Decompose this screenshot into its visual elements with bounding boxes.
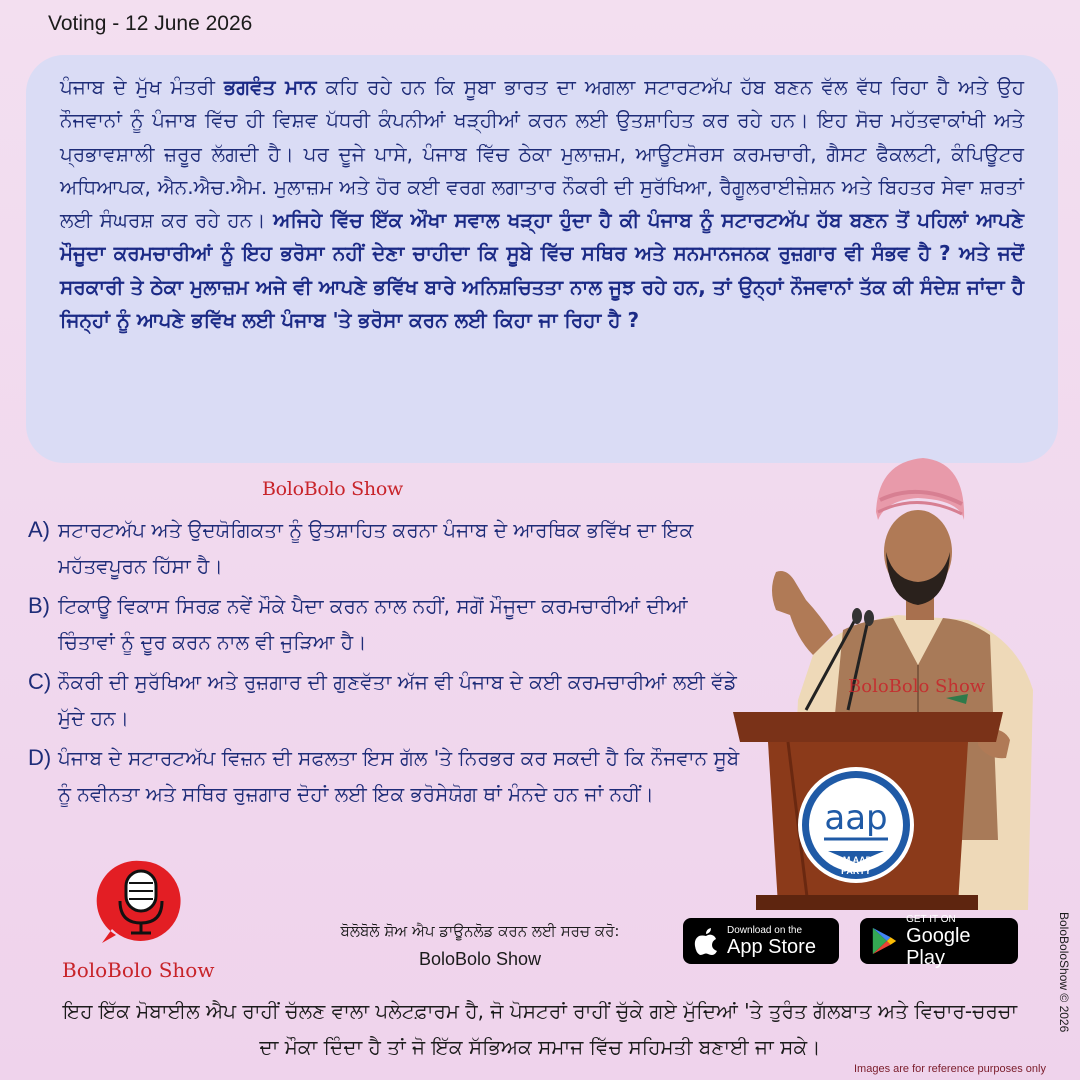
brand-logo-text: BoloBolo Show	[62, 958, 215, 982]
footer-description: ਇਹ ਇੱਕ ਮੋਬਾਈਲ ਐਪ ਰਾਹੀਂ ਚੱਲਣ ਵਾਲਾ ਪਲੇਟਫ਼ਾਰਮ ਹੈ, ਜੋ ਪੋਸਟਰਾਂ ਰਾਹੀਂ ਚੁੱਕੇ ਗਏ ਮੁੱਦਿਆਂ 'ਤੇ ਤੁਰੰਤ ਗੱਲਬਾਤ ਅਤੇ ਵਿਚਾਰ-ਚਰਚਾ ਦਾ ਮੌਕਾ ਦਿੰਦਾ ਹੈ ਤਾਂ ਜੋ ਇੱਕ ਸੱਭਿਅਕ ਸਮਾਜ ਵਿੱਚ ਸਹਿਮਤੀ ਬਣਾਈ ਜਾ ਸਕੇ।	[62, 999, 1018, 1059]
microphone-icon	[96, 857, 186, 947]
app-store-badge[interactable]: Download on the App Store	[683, 918, 839, 964]
download-label: ਬੋਲੋਬੋਲੋ ਸ਼ੋਅ ਐਪ ਡਾਊਨਲੋਡ ਕਰਨ ਲਈ ਸਰਚ ਕਰੋ:	[340, 922, 620, 940]
option-d[interactable]: D) ਪੰਜਾਬ ਦੇ ਸਟਾਰਟਅੱਪ ਵਿਜ਼ਨ ਦੀ ਸਫਲਤਾ ਇਸ ਗੱਲ 'ਤੇ ਨਿਰਭਰ ਕਰ ਸਕਦੀ ਹੈ ਕਿ ਨੌਜਵਾਨ ਸੂਬੇ ਨੂੰ ਨਵੀਨਤਾ ਅਤੇ ਸਥਿਰ ਰੁਜ਼ਗਾਰ ਦੋਹਾਂ ਲਈ ਇਕ ਭਰੋਸੇਯੋਗ ਥਾਂ ਮੰਨਦੇ ਹਨ ਜਾਂ ਨਹੀਂ।	[28, 745, 740, 806]
party-name-line2: PARTY	[841, 866, 871, 876]
reference-disclaimer: Images are for reference purposes only	[854, 1063, 1046, 1075]
options-list	[28, 512, 748, 816]
party-acronym: aap	[824, 798, 888, 838]
apple-icon	[693, 926, 719, 956]
speaker-illustration	[728, 440, 1048, 910]
party-name-line1: AAM AADMI	[829, 855, 883, 865]
option-c[interactable]: C) ਨੌਕਰੀ ਦੀ ਸੁਰੱਖਿਆ ਅਤੇ ਰੁਜ਼ਗਾਰ ਦੀ ਗੁਣਵੱਤਾ ਅੱਜ ਵੀ ਪੰਜਾਬ ਦੇ ਕਈ ਕਰਮਚਾਰੀਆਂ ਲਈ ਵੱਡੇ ਮੁੱਦੇ ਹਨ।	[28, 669, 737, 730]
brand-watermark: BoloBolo Show	[262, 478, 403, 500]
post-date: Voting - 12 June 2026	[48, 12, 253, 35]
google-play-badge[interactable]: GET IT ON Google Play	[860, 918, 1018, 964]
google-play-icon	[870, 925, 898, 957]
question-bold: ਅਜਿਹੇ ਵਿੱਚ ਇੱਕ ਔਖਾ ਸਵਾਲ ਖੜ੍ਹਾ ਹੁੰਦਾ ਹੈ ਕੀ ਪੰਜਾਬ ਨੂੰ ਸਟਾਰਟਅੱਪ ਹੱਬ ਬਣਨ ਤੋਂ ਪਹਿਲਾਂ ਆਪਣੇ ਮੌਜੂਦਾ ਕਰਮਚਾਰੀਆਂ ਨੂੰ ਇਹ ਭਰੋਸਾ ਨਹੀਂ ਦੇਣਾ ਚਾਹੀਦਾ ਕਿ ਸੂਬੇ ਵਿੱਚ ਸਥਿਰ ਅਤੇ ਸਨਮਾਨਜਨਕ ਰੁਜ਼ਗਾਰ ਵੀ ਸੰਭਵ ਹੈ ? ਅਤੇ ਜਦੋਂ ਸਰਕਾਰੀ ਤੇ ਠੇਕਾ ਮੁਲਾਜ਼ਮ ਅਜੇ ਵੀ ਆਪਣੇ ਭਵਿੱਖ ਬਾਰੇ ਅਨਿਸ਼ਚਿਤਤਾ ਨਾਲ ਜੂਝ ਰਹੇ ਹਨ, ਤਾਂ ਉਨ੍ਹਾਂ ਨੌਜਵਾਨਾਂ ਤੱਕ ਕੀ ਸੰਦੇਸ਼ ਜਾਂਦਾ ਹੈ ਜਿਨ੍ਹਾਂ ਨੂੰ ਆਪਣੇ ਭਵਿੱਖ ਲਈ ਪੰਜਾਬ 'ਤੇ ਭਰੋਸਾ ਕਰਨ ਲਈ ਕਿਹਾ ਜਾ ਰਿਹਾ ਹੈ ?	[60, 208, 1024, 333]
question-text: ਪੰਜਾਬ ਦੇ ਮੁੱਖ ਮੰਤਰੀ ਭਗਵੰਤ ਮਾਨ ਕਹਿ ਰਹੇ ਹਨ ਕਿ ਸੂਬਾ ਭਾਰਤ ਦਾ ਅਗਲਾ ਸਟਾਰਟਅੱਪ ਹੱਬ ਬਣਨ ਵੱਲ ਵੱਧ ਰਿਹਾ ਹੈ ਅਤੇ ਉਹ ਨੌਜਵਾਨਾਂ ਨੂੰ ਪੰਜਾਬ ਵਿੱਚ ਹੀ ਵਿਸ਼ਵ ਪੱਧਰੀ ਕੰਪਨੀਆਂ ਖੜ੍ਹੀਆਂ ਕਰਨ ਲਈ ਉਤਸ਼ਾਹਿਤ ਕਰ ਰਹੇ ਹਨ। ਇਹ ਸੋਚ ਮਹੱਤਵਾਕਾਂਖੀ ਅਤੇ ਪ੍ਰਭਾਵਸ਼ਾਲੀ ਜ਼ਰੂਰ ਲੱਗਦੀ ਹੈ। ਪਰ ਦੂਜੇ ਪਾਸੇ, ਪੰਜਾਬ ਵਿੱਚ ਠੇਕਾ ਮੁਲਾਜ਼ਮ, ਆਊਟਸੋਰਸ ਕਰਮਚਾਰੀ, ਗੈਸਟ ਫੈਕਲਟੀ, ਕੰਪਿਊਟਰ ਅਧਿਆਪਕ, ਐਨ.ਐਚ.ਐਮ. ਮੁਲਾਜ਼ਮ ਅਤੇ ਹੋਰ ਕਈ ਵਰਗ ਲਗਾਤਾਰ ਨੌਕਰੀ ਦੀ ਸੁਰੱਖਿਆ, ਰੈਗੂਲਰਾਈਜ਼ੇਸ਼ਨ ਅਤੇ ਬਿਹਤਰ ਸੇਵਾ ਸ਼ਰਤਾਂ ਲਈ ਸੰਘਰਸ਼ ਕਰ ਰਹੇ ਹਨ। ਅਜਿਹੇ ਵਿੱਚ ਇੱਕ ਔਖਾ ਸਵਾਲ ਖੜ੍ਹਾ ਹੁੰਦਾ ਹੈ ਕੀ ਪੰਜਾਬ ਨੂੰ ਸਟਾਰਟਅੱਪ ਹੱਬ ਬਣਨ ਤੋਂ ਪਹਿਲਾਂ ਆਪਣੇ ਮੌਜੂਦਾ ਕਰਮਚਾਰੀਆਂ ਨੂੰ ਇਹ ਭਰੋਸਾ ਨਹੀਂ ਦੇਣਾ ਚਾਹੀਦਾ ਕਿ ਸੂਬੇ ਵਿੱਚ ਸਥਿਰ ਅਤੇ ਸਨਮਾਨਜਨਕ ਰੁਜ਼ਗਾਰ ਵੀ ਸੰਭਵ ਹੈ ? ਅਤੇ ਜਦੋਂ ਸਰਕਾਰੀ ਤੇ ਠੇਕਾ ਮੁਲਾਜ਼ਮ ਅਜੇ ਵੀ ਆਪਣੇ ਭਵਿੱਖ ਬਾਰੇ ਅਨਿਸ਼ਚਿਤਤਾ ਨਾਲ ਜੂਝ ਰਹੇ ਹਨ, ਤਾਂ ਉਨ੍ਹਾਂ ਨੌਜਵਾਨਾਂ ਤੱਕ ਕੀ ਸੰਦੇਸ਼ ਜਾਂਦਾ ਹੈ ਜਿਨ੍ਹਾਂ ਨੂੰ ਆਪਣੇ ਭਵਿੱਖ ਲਈ ਪੰਜਾਬ 'ਤੇ ਭਰੋਸਾ ਕਰਨ ਲਈ ਕਿਹਾ ਜਾ ਰਿਹਾ ਹੈ ?	[60, 75, 1024, 333]
svg-text:BoloBoloShow © 2026: BoloBoloShow © 2026	[1057, 912, 1071, 1032]
option-a[interactable]: A) ਸਟਾਰਟਅੱਪ ਅਤੇ ਉਦਯੋਗਿਕਤਾ ਨੂੰ ਉਤਸ਼ਾਹਿਤ ਕਰਨਾ ਪੰਜਾਬ ਦੇ ਆਰਥਿਕ ਭਵਿੱਖ ਦਾ ਇਕ ਮਹੱਤਵਪੂਰਨ ਹਿੱਸਾ ਹੈ।	[28, 517, 694, 578]
figure-watermark: BoloBolo Show	[848, 676, 986, 697]
download-app-name: BoloBolo Show	[418, 949, 542, 969]
copyright-vertical	[1048, 912, 1072, 1032]
question-box	[26, 55, 1058, 463]
cm-name: ਭਗਵੰਤ ਮਾਨ	[223, 75, 317, 99]
option-b[interactable]: B) ਟਿਕਾਊ ਵਿਕਾਸ ਸਿਰਫ਼ ਨਵੇਂ ਮੌਕੇ ਪੈਦਾ ਕਰਨ ਨਾਲ ਨਹੀਂ, ਸਗੋਂ ਮੌਜੂਦਾ ਕਰਮਚਾਰੀਆਂ ਦੀਆਂ ਚਿੰਤਾਵਾਂ ਨੂੰ ਦੂਰ ਕਰਨ ਨਾਲ ਵੀ ਜੁੜਿਆ ਹੈ।	[28, 593, 688, 654]
